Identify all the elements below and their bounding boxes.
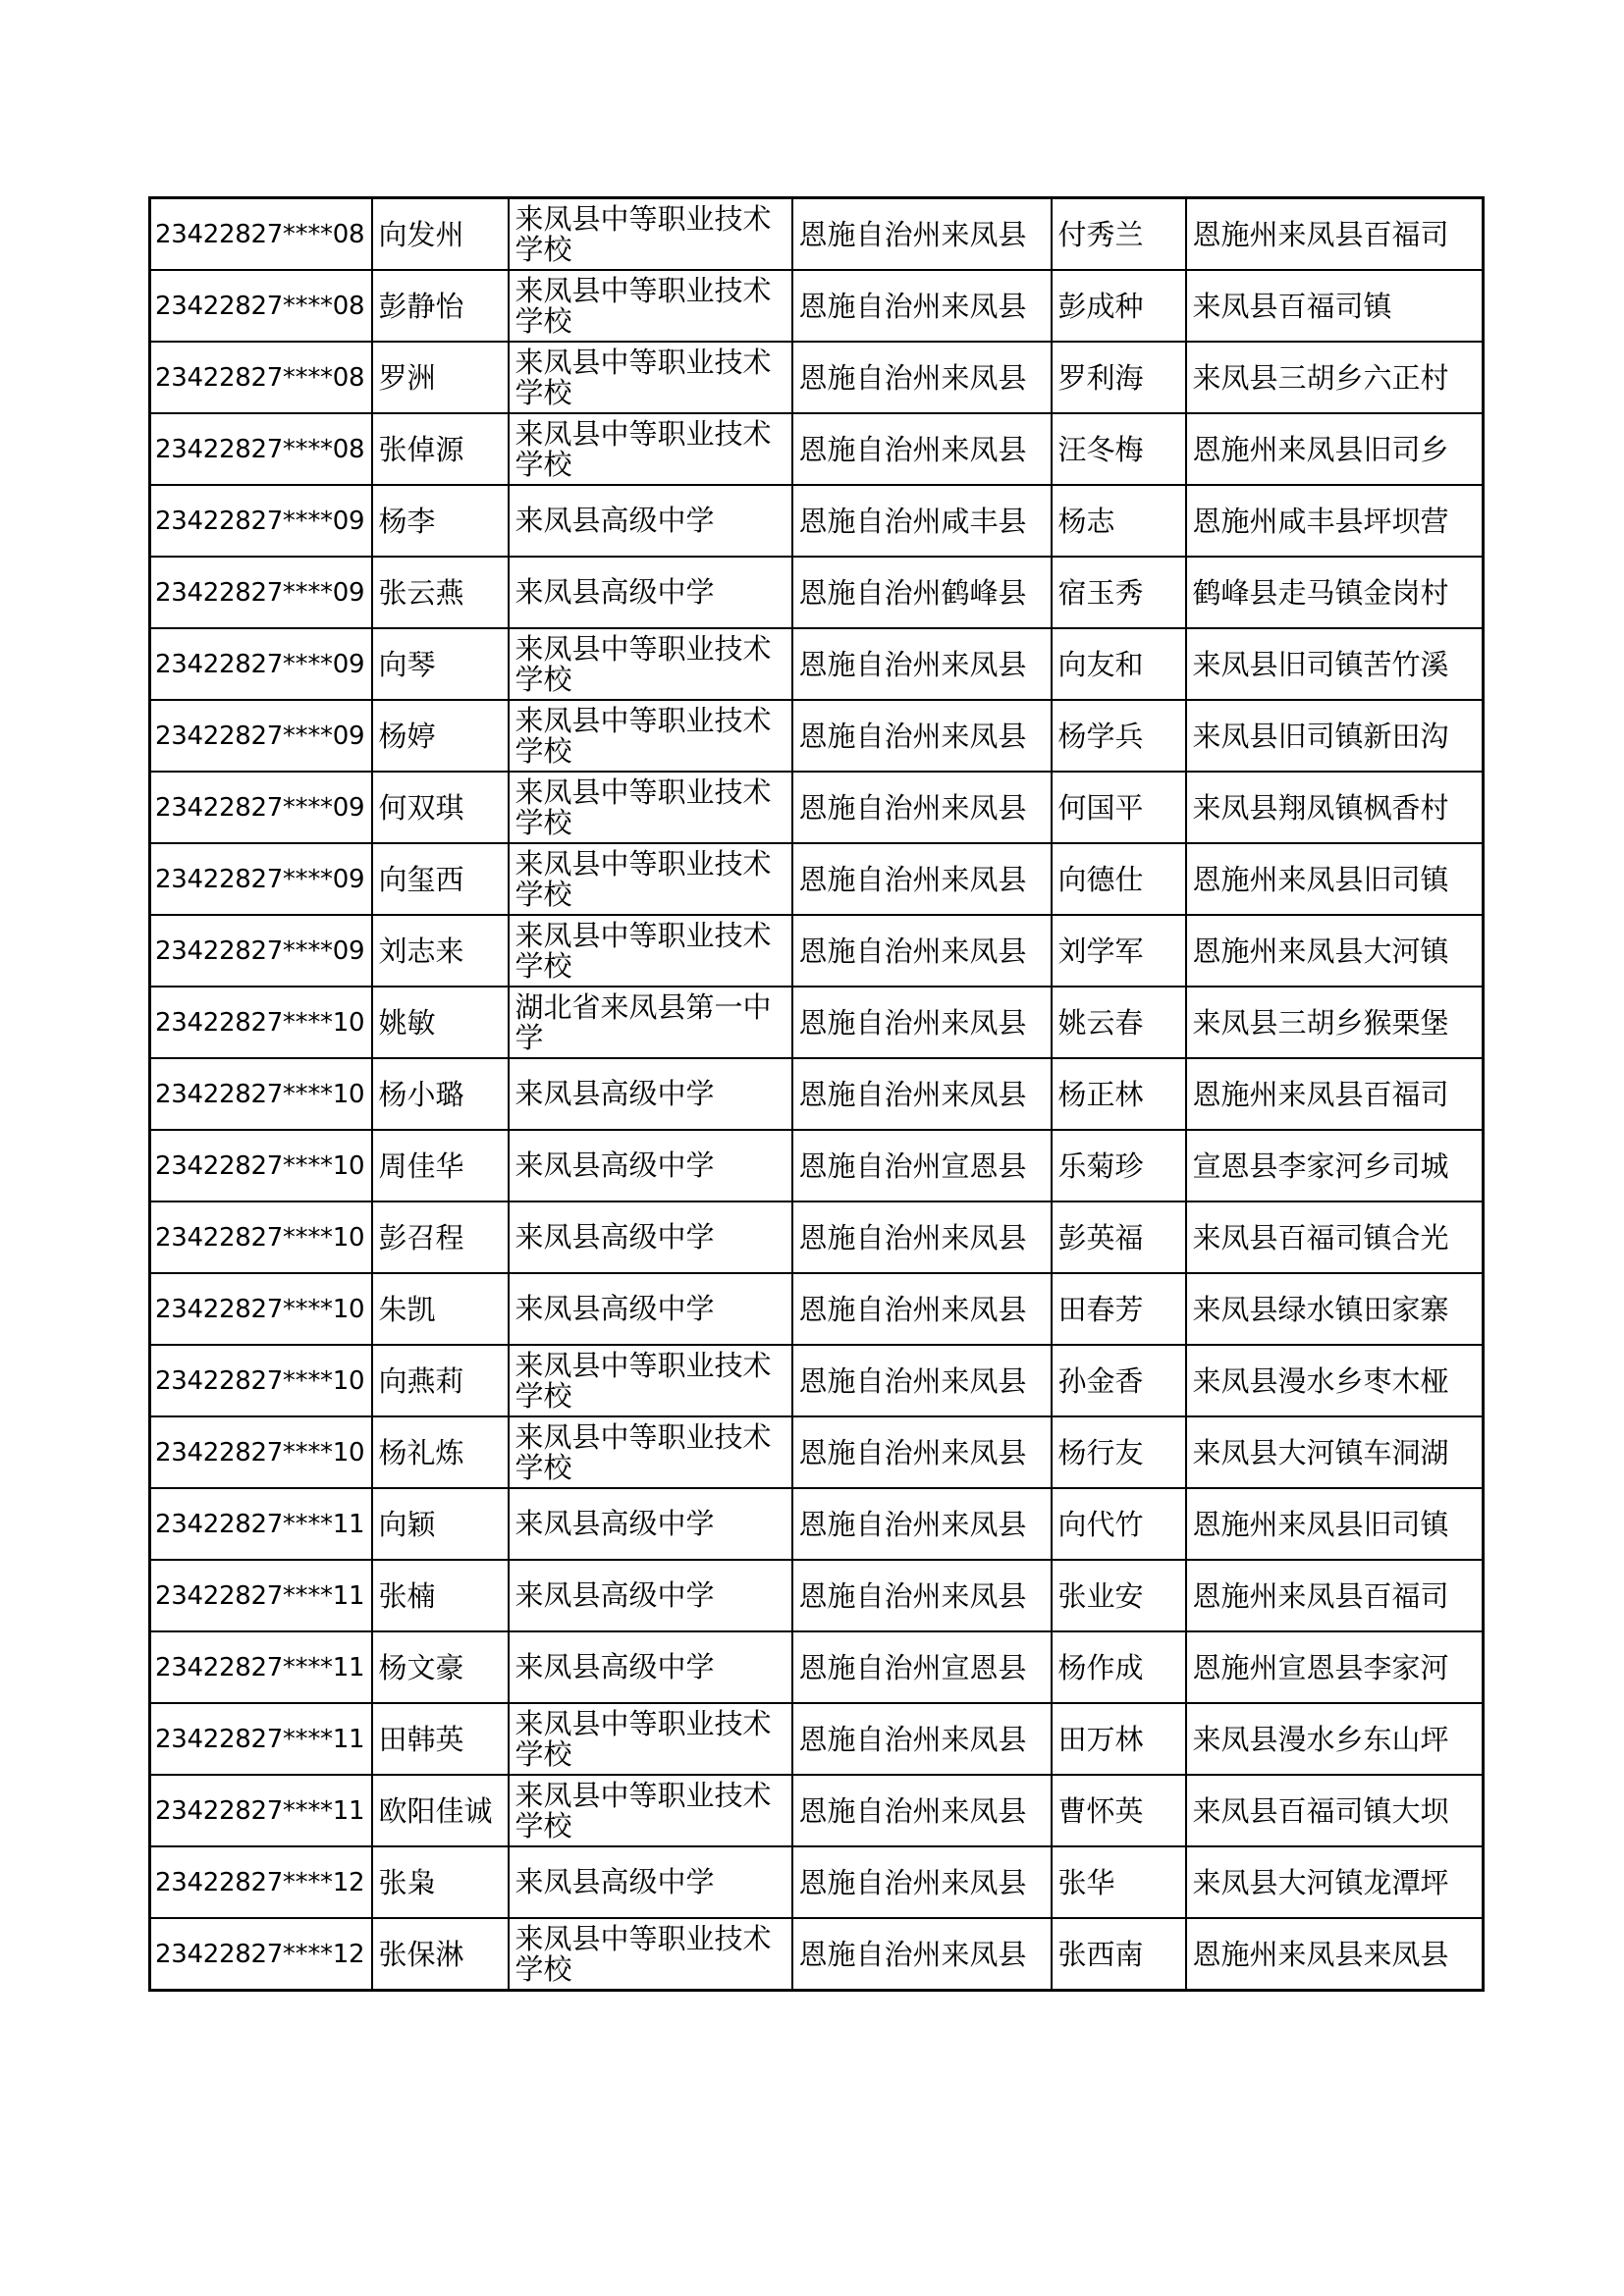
student-name-cell: 杨婷: [372, 700, 509, 772]
school-cell: 来凤县高级中学: [509, 557, 792, 628]
school-cell: 来凤县高级中学: [509, 1130, 792, 1201]
guardian-name-cell: 杨学兵: [1052, 700, 1186, 772]
address-cell: 恩施州咸丰县坪坝营: [1186, 485, 1484, 557]
student-name-cell: 向发州: [372, 198, 509, 271]
address-cell: 来凤县旧司镇苦竹溪: [1186, 628, 1484, 700]
student-id-cell: 23422827****11: [150, 1775, 372, 1846]
table-row: [150, 1416, 1484, 1488]
student-name-cell: 刘志来: [372, 915, 509, 987]
school-cell: 来凤县高级中学: [509, 1846, 792, 1918]
student-id-cell: 23422827****11: [150, 1703, 372, 1775]
region-cell: 恩施自治州来凤县: [792, 1058, 1052, 1130]
table-row: [150, 557, 1484, 628]
region-cell: 恩施自治州来凤县: [792, 700, 1052, 772]
guardian-name-cell: 何国平: [1052, 772, 1186, 843]
student-id-cell: 23422827****11: [150, 1631, 372, 1703]
guardian-name-cell: 杨正林: [1052, 1058, 1186, 1130]
region-cell: 恩施自治州来凤县: [792, 1488, 1052, 1560]
table-row: [150, 1058, 1484, 1130]
table-row: [150, 1703, 1484, 1775]
student-name-cell: 杨小璐: [372, 1058, 509, 1130]
school-cell: 来凤县中等职业技术学校: [509, 1918, 792, 1991]
table-row: [150, 700, 1484, 772]
address-cell: 恩施州来凤县百福司: [1186, 198, 1484, 271]
address-cell: 恩施州来凤县大河镇: [1186, 915, 1484, 987]
student-id-cell: 23422827****08: [150, 270, 372, 342]
region-cell: 恩施自治州来凤县: [792, 1560, 1052, 1631]
region-cell: 恩施自治州来凤县: [792, 342, 1052, 413]
student-id-cell: 23422827****11: [150, 1488, 372, 1560]
table-row: [150, 1918, 1484, 1991]
address-cell: 来凤县三胡乡六正村: [1186, 342, 1484, 413]
school-cell: 来凤县高级中学: [509, 1488, 792, 1560]
address-cell: 恩施州来凤县来凤县: [1186, 1918, 1484, 1991]
table-row: [150, 1273, 1484, 1345]
student-name-cell: 向燕莉: [372, 1345, 509, 1416]
student-id-cell: 23422827****10: [150, 1058, 372, 1130]
region-cell: 恩施自治州来凤县: [792, 1416, 1052, 1488]
student-id-cell: 23422827****08: [150, 342, 372, 413]
school-cell: 来凤县中等职业技术学校: [509, 772, 792, 843]
student-name-cell: 张保淋: [372, 1918, 509, 1991]
student-name-cell: 杨礼炼: [372, 1416, 509, 1488]
student-id-cell: 23422827****10: [150, 1345, 372, 1416]
table-row: [150, 843, 1484, 915]
student-id-cell: 23422827****10: [150, 987, 372, 1058]
table-row: [150, 342, 1484, 413]
region-cell: 恩施自治州鹤峰县: [792, 557, 1052, 628]
student-name-cell: 彭静怡: [372, 270, 509, 342]
school-cell: 来凤县高级中学: [509, 1273, 792, 1345]
school-cell: 来凤县中等职业技术学校: [509, 700, 792, 772]
student-id-cell: 23422827****10: [150, 1416, 372, 1488]
address-cell: 恩施州来凤县百福司: [1186, 1560, 1484, 1631]
school-cell: 来凤县高级中学: [509, 1058, 792, 1130]
address-cell: 恩施州来凤县旧司镇: [1186, 843, 1484, 915]
table-row: [150, 1560, 1484, 1631]
student-name-cell: 彭召程: [372, 1201, 509, 1273]
address-cell: 来凤县百福司镇大坝: [1186, 1775, 1484, 1846]
student-name-cell: 欧阳佳诚: [372, 1775, 509, 1846]
student-name-cell: 向琴: [372, 628, 509, 700]
student-id-cell: 23422827****11: [150, 1560, 372, 1631]
address-cell: 恩施州来凤县百福司: [1186, 1058, 1484, 1130]
student-name-cell: 杨文豪: [372, 1631, 509, 1703]
guardian-name-cell: 向德仕: [1052, 843, 1186, 915]
student-name-cell: 张云燕: [372, 557, 509, 628]
address-cell: 来凤县百福司镇: [1186, 270, 1484, 342]
student-name-cell: 何双琪: [372, 772, 509, 843]
region-cell: 恩施自治州来凤县: [792, 1703, 1052, 1775]
guardian-name-cell: 刘学军: [1052, 915, 1186, 987]
student-id-cell: 23422827****09: [150, 485, 372, 557]
guardian-name-cell: 彭英福: [1052, 1201, 1186, 1273]
school-cell: 来凤县中等职业技术学校: [509, 270, 792, 342]
student-name-cell: 罗洲: [372, 342, 509, 413]
student-name-cell: 向颖: [372, 1488, 509, 1560]
school-cell: 来凤县中等职业技术学校: [509, 843, 792, 915]
address-cell: 恩施州宣恩县李家河: [1186, 1631, 1484, 1703]
student-id-cell: 23422827****12: [150, 1918, 372, 1991]
student-id-cell: 23422827****09: [150, 772, 372, 843]
school-cell: 来凤县中等职业技术学校: [509, 198, 792, 271]
table-row: [150, 270, 1484, 342]
address-cell: 来凤县大河镇龙潭坪: [1186, 1846, 1484, 1918]
student-id-cell: 23422827****08: [150, 198, 372, 271]
school-cell: 来凤县中等职业技术学校: [509, 413, 792, 485]
region-cell: 恩施自治州来凤县: [792, 1273, 1052, 1345]
student-name-cell: 朱凯: [372, 1273, 509, 1345]
school-cell: 来凤县中等职业技术学校: [509, 628, 792, 700]
address-cell: 来凤县漫水乡枣木桠: [1186, 1345, 1484, 1416]
region-cell: 恩施自治州来凤县: [792, 628, 1052, 700]
table-row: [150, 1846, 1484, 1918]
guardian-name-cell: 彭成种: [1052, 270, 1186, 342]
student-id-cell: 23422827****10: [150, 1130, 372, 1201]
guardian-name-cell: 杨志: [1052, 485, 1186, 557]
region-cell: 恩施自治州来凤县: [792, 1846, 1052, 1918]
table-row: [150, 1488, 1484, 1560]
guardian-name-cell: 乐菊珍: [1052, 1130, 1186, 1201]
school-cell: 来凤县中等职业技术学校: [509, 915, 792, 987]
school-cell: 来凤县中等职业技术学校: [509, 1775, 792, 1846]
address-cell: 来凤县大河镇车洞湖: [1186, 1416, 1484, 1488]
student-id-cell: 23422827****10: [150, 1201, 372, 1273]
guardian-name-cell: 杨作成: [1052, 1631, 1186, 1703]
address-cell: 宣恩县李家河乡司城: [1186, 1130, 1484, 1201]
table-row: [150, 987, 1484, 1058]
address-cell: 来凤县百福司镇合光: [1186, 1201, 1484, 1273]
student-name-cell: 周佳华: [372, 1130, 509, 1201]
region-cell: 恩施自治州来凤县: [792, 843, 1052, 915]
school-cell: 湖北省来凤县第一中学: [509, 987, 792, 1058]
student-id-cell: 23422827****09: [150, 700, 372, 772]
table-row: [150, 485, 1484, 557]
region-cell: 恩施自治州来凤县: [792, 1775, 1052, 1846]
region-cell: 恩施自治州宣恩县: [792, 1631, 1052, 1703]
student-id-cell: 23422827****12: [150, 1846, 372, 1918]
region-cell: 恩施自治州来凤县: [792, 270, 1052, 342]
guardian-name-cell: 向友和: [1052, 628, 1186, 700]
guardian-name-cell: 姚云春: [1052, 987, 1186, 1058]
guardian-name-cell: 付秀兰: [1052, 198, 1186, 271]
school-cell: 来凤县高级中学: [509, 1631, 792, 1703]
student-id-cell: 23422827****09: [150, 915, 372, 987]
table-body: [150, 198, 1484, 1991]
address-cell: 恩施州来凤县旧司镇: [1186, 1488, 1484, 1560]
student-name-cell: 向玺西: [372, 843, 509, 915]
student-name-cell: 田韩英: [372, 1703, 509, 1775]
address-cell: 鹤峰县走马镇金岗村: [1186, 557, 1484, 628]
guardian-name-cell: 杨行友: [1052, 1416, 1186, 1488]
student-id-cell: 23422827****09: [150, 557, 372, 628]
address-cell: 来凤县旧司镇新田沟: [1186, 700, 1484, 772]
student-id-cell: 23422827****09: [150, 843, 372, 915]
table-row: [150, 915, 1484, 987]
region-cell: 恩施自治州来凤县: [792, 1345, 1052, 1416]
table-row: [150, 1631, 1484, 1703]
student-id-cell: 23422827****10: [150, 1273, 372, 1345]
address-cell: 恩施州来凤县旧司乡: [1186, 413, 1484, 485]
region-cell: 恩施自治州咸丰县: [792, 485, 1052, 557]
school-cell: 来凤县中等职业技术学校: [509, 1703, 792, 1775]
address-cell: 来凤县三胡乡猴栗堡: [1186, 987, 1484, 1058]
region-cell: 恩施自治州来凤县: [792, 198, 1052, 271]
student-id-cell: 23422827****08: [150, 413, 372, 485]
region-cell: 恩施自治州来凤县: [792, 987, 1052, 1058]
guardian-name-cell: 汪冬梅: [1052, 413, 1186, 485]
region-cell: 恩施自治州来凤县: [792, 915, 1052, 987]
table-row: [150, 198, 1484, 271]
guardian-name-cell: 田万林: [1052, 1703, 1186, 1775]
school-cell: 来凤县高级中学: [509, 485, 792, 557]
region-cell: 恩施自治州来凤县: [792, 1201, 1052, 1273]
student-name-cell: 张枭: [372, 1846, 509, 1918]
student-name-cell: 张楠: [372, 1560, 509, 1631]
guardian-name-cell: 孙金香: [1052, 1345, 1186, 1416]
school-cell: 来凤县中等职业技术学校: [509, 1416, 792, 1488]
guardian-name-cell: 罗利海: [1052, 342, 1186, 413]
address-cell: 来凤县绿水镇田家寨: [1186, 1273, 1484, 1345]
guardian-name-cell: 宿玉秀: [1052, 557, 1186, 628]
region-cell: 恩施自治州来凤县: [792, 413, 1052, 485]
table-row: [150, 1130, 1484, 1201]
region-cell: 恩施自治州来凤县: [792, 1918, 1052, 1991]
table-row: [150, 1201, 1484, 1273]
guardian-name-cell: 张西南: [1052, 1918, 1186, 1991]
region-cell: 恩施自治州宣恩县: [792, 1130, 1052, 1201]
table-row: [150, 772, 1484, 843]
guardian-name-cell: 田春芳: [1052, 1273, 1186, 1345]
student-name-cell: 张倬源: [372, 413, 509, 485]
student-name-cell: 杨李: [372, 485, 509, 557]
school-cell: 来凤县中等职业技术学校: [509, 342, 792, 413]
student-id-cell: 23422827****09: [150, 628, 372, 700]
school-cell: 来凤县高级中学: [509, 1560, 792, 1631]
school-cell: 来凤县高级中学: [509, 1201, 792, 1273]
guardian-name-cell: 曹怀英: [1052, 1775, 1186, 1846]
region-cell: 恩施自治州来凤县: [792, 772, 1052, 843]
school-cell: 来凤县中等职业技术学校: [509, 1345, 792, 1416]
address-cell: 来凤县翔凤镇枫香村: [1186, 772, 1484, 843]
guardian-name-cell: 张华: [1052, 1846, 1186, 1918]
guardian-name-cell: 向代竹: [1052, 1488, 1186, 1560]
student-list-table: [148, 196, 1485, 1992]
table-row: [150, 1345, 1484, 1416]
guardian-name-cell: 张业安: [1052, 1560, 1186, 1631]
table-row: [150, 1775, 1484, 1846]
table-row: [150, 628, 1484, 700]
student-name-cell: 姚敏: [372, 987, 509, 1058]
table-row: [150, 413, 1484, 485]
address-cell: 来凤县漫水乡东山坪: [1186, 1703, 1484, 1775]
